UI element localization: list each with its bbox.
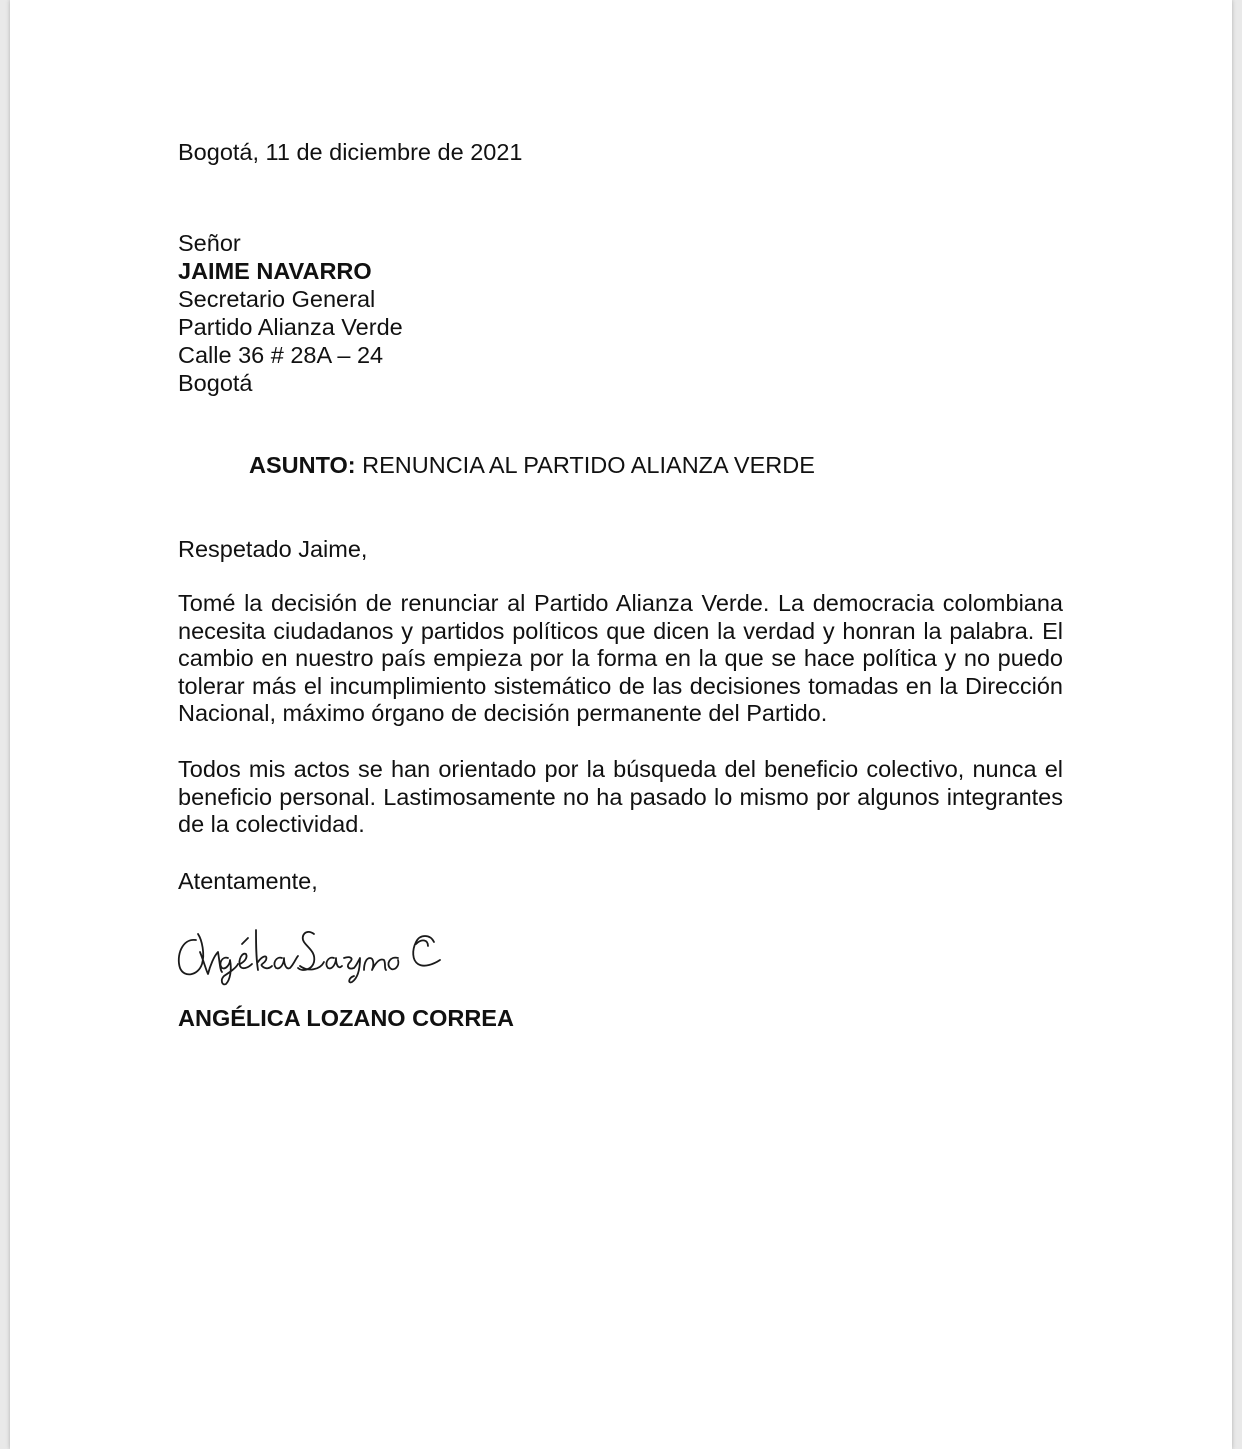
letter-page — [10, 0, 1232, 1449]
subject-label: ASUNTO: — [249, 452, 356, 478]
recipient-organization: Partido Alianza Verde — [178, 314, 403, 340]
recipient-title: Señor — [178, 230, 241, 256]
paragraph-line: Tomé la decisión de renunciar al Partido Alianza Verde. La democracia colombiana — [178, 590, 1063, 616]
paragraph-1 — [178, 590, 1063, 728]
recipient-address: Calle 36 # 28A – 24 — [178, 342, 384, 368]
date-line: Bogotá, 11 de diciembre de 2021 — [178, 139, 523, 165]
greeting: Respetado Jaime, — [178, 536, 368, 562]
paragraph-line: Todos mis actos se han orientado por la búsqueda del beneficio colectivo, nunca el — [178, 756, 1063, 782]
paragraph-line: Nacional, máximo órgano de decisión permanente del Partido. — [178, 700, 828, 727]
recipient-position: Secretario General — [178, 286, 376, 312]
subject-line — [249, 451, 815, 479]
closing: Atentamente, — [178, 868, 318, 894]
recipient-name: JAIME NAVARRO — [178, 258, 372, 284]
paragraph-line: beneficio personal. Lastimosamente no ha pasado lo mismo por algunos integrantes — [178, 783, 1063, 810]
subject-text: RENUNCIA AL PARTIDO ALIANZA VERDE — [355, 452, 815, 478]
paragraph-line: tolerar más el incumplimiento sistemático de las decisiones tomadas en la Dirección — [178, 672, 1063, 699]
signer-name: ANGÉLICA LOZANO CORREA — [178, 1005, 514, 1031]
signature-image — [172, 922, 442, 986]
paragraph-line: de la colectividad. — [178, 811, 365, 838]
paragraph-line: cambio en nuestro país empieza por la forma en la que se hace política y no puedo — [178, 645, 1063, 672]
recipient-city: Bogotá — [178, 370, 253, 396]
paragraph-2 — [178, 756, 1063, 839]
paragraph-line: necesita ciudadanos y partidos políticos que dicen la verdad y honran la palabra. El — [178, 617, 1063, 644]
